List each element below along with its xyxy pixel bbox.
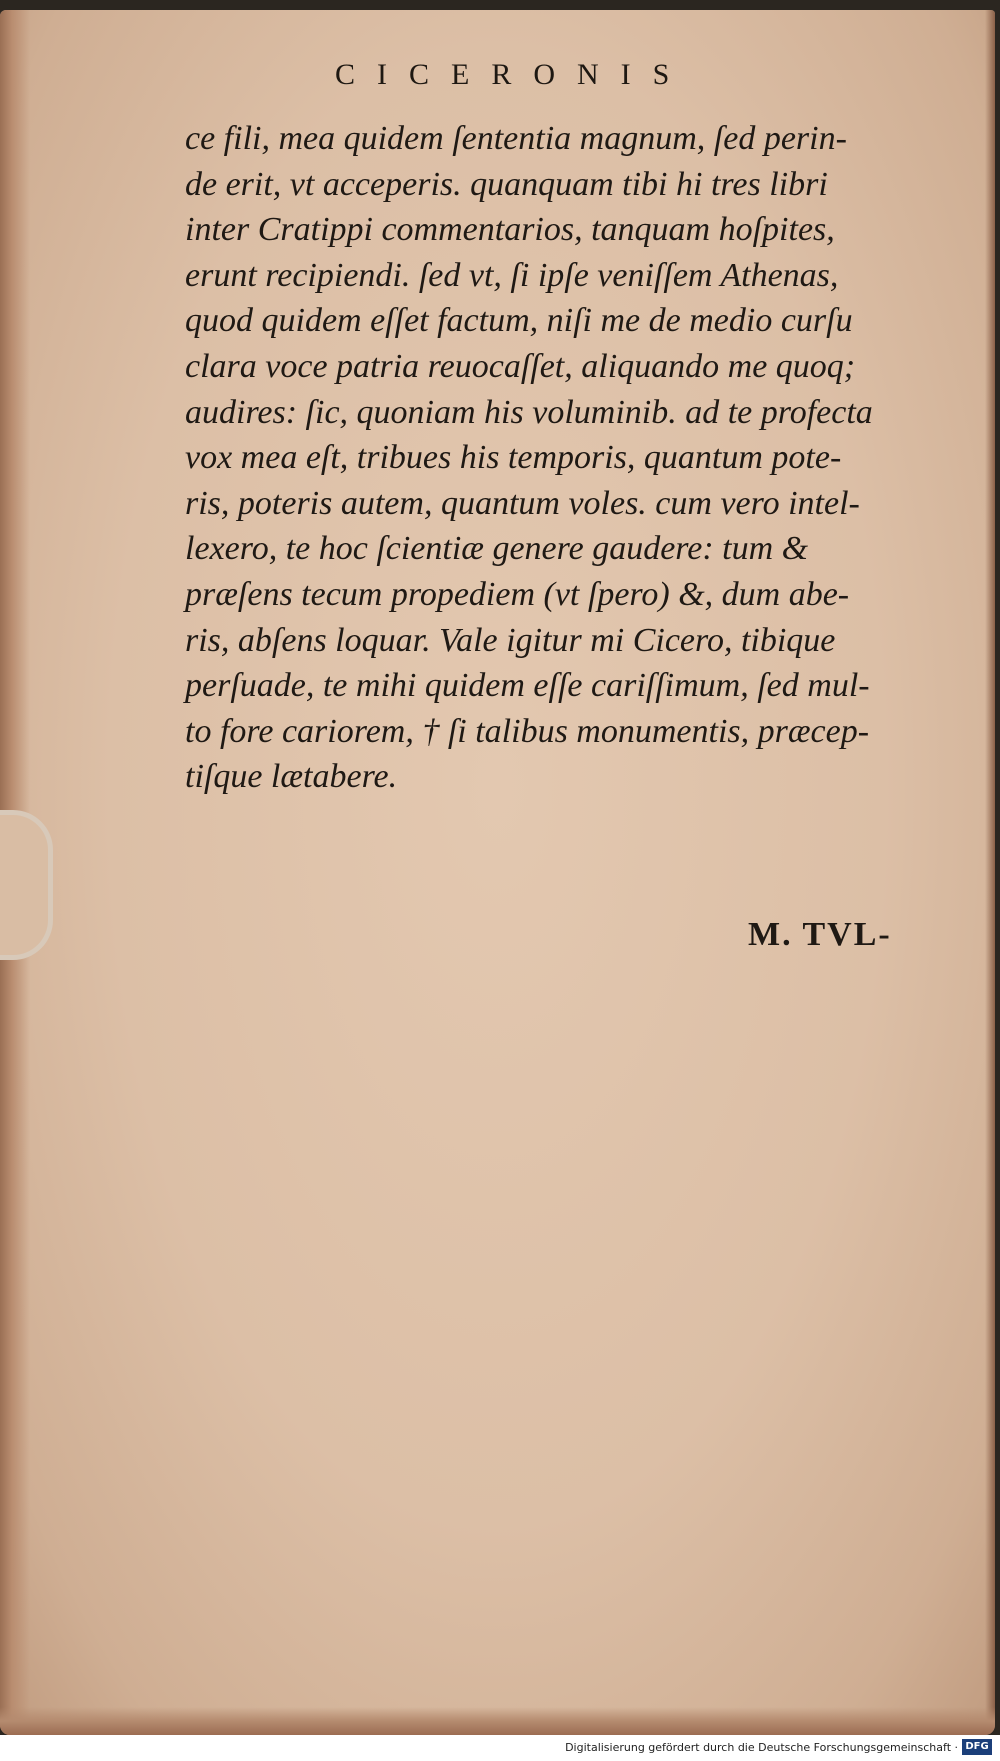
text-line: lexero, te hoc ſcientiæ genere gaudere: tum &: [185, 530, 809, 568]
text-line: ris, poteris autem, quantum voles. cum vero intel-: [185, 484, 860, 522]
text-line: erunt recipiendi. ſed vt, ſi ipſe veniſſem Athenas,: [185, 256, 839, 294]
text-line: vox mea eſt, tribues his temporis, quantum pote-: [185, 439, 842, 477]
book-page: [0, 10, 995, 1735]
dfg-logo: DFG: [962, 1739, 992, 1755]
book-clasp: [0, 810, 53, 960]
text-line: ce fili, mea quidem ſententia magnum, ſed perin-: [185, 120, 847, 157]
page-bottom-edge: [0, 1707, 995, 1735]
text-line: clara voce patria reuocaſſet, aliquando me quoq;: [185, 347, 856, 385]
body-text: [185, 116, 920, 800]
running-head: CICERONIS: [335, 58, 692, 91]
text-line: audires: ſic, quoniam his voluminib. ad te profecta: [185, 393, 873, 431]
text-line: to fore cariorem, † ſi talibus monumentis, præcep-: [185, 712, 870, 750]
catchword: M. TVL-: [748, 916, 892, 953]
text-line: præſens tecum propediem (vt ſpero) &, dum abe-: [185, 575, 850, 613]
digitization-footer: [0, 1735, 1000, 1761]
footer-credit: Digitalisierung gefördert durch die Deutsche Forschungsgemeinschaft ·: [565, 1741, 958, 1754]
text-line: quod quidem eſſet factum, niſi me de medio curſu: [185, 302, 853, 340]
text-line: tiſque lætabere.: [185, 758, 398, 796]
page-right-edge: [985, 10, 995, 1735]
text-line: ris, abſens loquar. Vale igitur mi Cicero, tibique: [185, 621, 836, 659]
text-line: perſuade, te mihi quidem eſſe cariſſimum, ſed mul-: [185, 667, 870, 705]
text-line: inter Cratippi commentarios, tanquam hoſpites,: [185, 211, 835, 249]
text-line: de erit, vt acceperis. quanquam tibi hi tres libri: [185, 165, 828, 203]
